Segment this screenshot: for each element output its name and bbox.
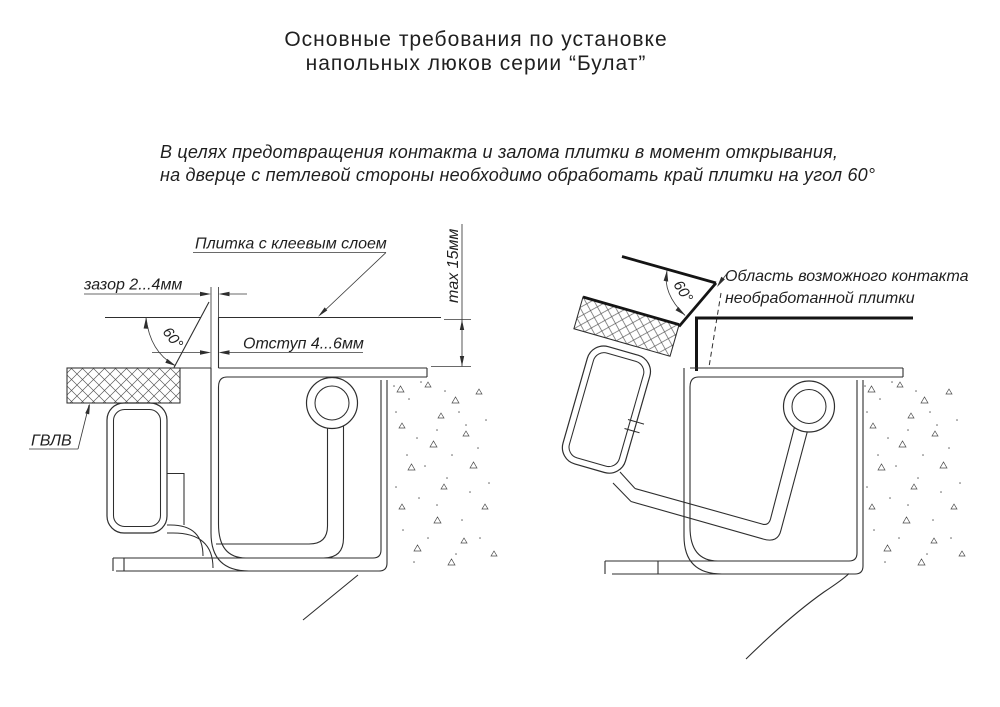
tilted-tile-slab [574,297,679,356]
offset-dimension-arrows [200,350,230,354]
note-line1: В целях предотвращения контакта и залома плитки в момент открывания, [160,142,839,162]
door-tube-profile [107,403,213,568]
hinge-arm-outer-line [324,420,344,558]
hinge-pivot [307,378,358,429]
max-height-label: max 15мм [445,228,462,303]
concrete-dots [865,382,960,562]
tile-slab-hatch [574,297,679,356]
tile-adhesive-leader [193,253,386,316]
gap-dimension [83,277,247,297]
gvl-label: ГВЛВ [31,432,72,450]
contact-area-label-line1: Область возможного контакта [725,268,969,285]
door-sheet-profile [167,474,213,569]
concrete-hatching-right [865,382,965,565]
frame-pan-outer [684,368,863,574]
offset-label: Отступ 4...6мм [243,335,364,353]
hinge-arm-inner-line [216,420,328,544]
door-tube-inner [566,350,646,469]
hinge-pivot-outer [784,381,835,432]
door-tube-inner [114,410,161,527]
frame-flange-bottom [227,368,427,377]
hinge-pivot-right [784,381,835,432]
gap-label: зазор 2...4мм [84,276,183,294]
gvl-board-hatch [67,368,180,403]
hinge-pivot-outer [307,378,358,429]
tile-adhesive-callout [193,236,387,317]
note-line2: на дверце с петлевой стороны необходимо обработать край плитки на угол 60° [160,165,876,185]
gvl-callout [29,404,90,450]
frame-profile-right [605,368,903,574]
frame-pan-outer [211,368,387,571]
break-line-right [746,574,849,660]
page-title-line1: Основные требования по установке [284,28,668,51]
contact-dashed-line [709,293,721,367]
concrete-hatching-left [394,382,497,565]
tilted-door-tube [558,342,654,477]
contact-area-label-line2: необработанной плитки [725,290,915,307]
concrete-triangles [397,382,497,565]
door-tube-outer [107,403,167,533]
tile-surface-extension-line [622,257,716,284]
angle-label-right: 60° [669,277,697,306]
arm-door-connectors [613,472,635,502]
right-diagram [558,257,968,660]
tile-adhesive-label: Плитка с клеевым слоем [195,235,387,253]
title-block [284,28,667,75]
open-door-arm [613,427,808,540]
frame-bottom-extension [113,558,249,571]
page-title-line2: напольных люков серии “Булат” [305,52,647,75]
tile-adhesive-arrow [318,307,327,316]
note-block [160,142,875,185]
door-tube-outer [558,342,654,477]
break-line-left [303,575,358,620]
floor-tile-edge-thick [695,318,913,371]
gap-dimension-arrows [200,292,230,296]
frame-flange-bottom [699,368,904,377]
left-diagram [29,224,497,620]
concrete-dots [394,382,489,562]
contact-area-callout [717,268,969,307]
max-height-dimension [431,224,471,367]
gvl-arrow [85,404,90,415]
angle-label-left: 60° [158,324,187,353]
hinge-arm [216,420,344,558]
angle-dimension-left [144,318,187,367]
arm-outer-line [631,431,808,540]
